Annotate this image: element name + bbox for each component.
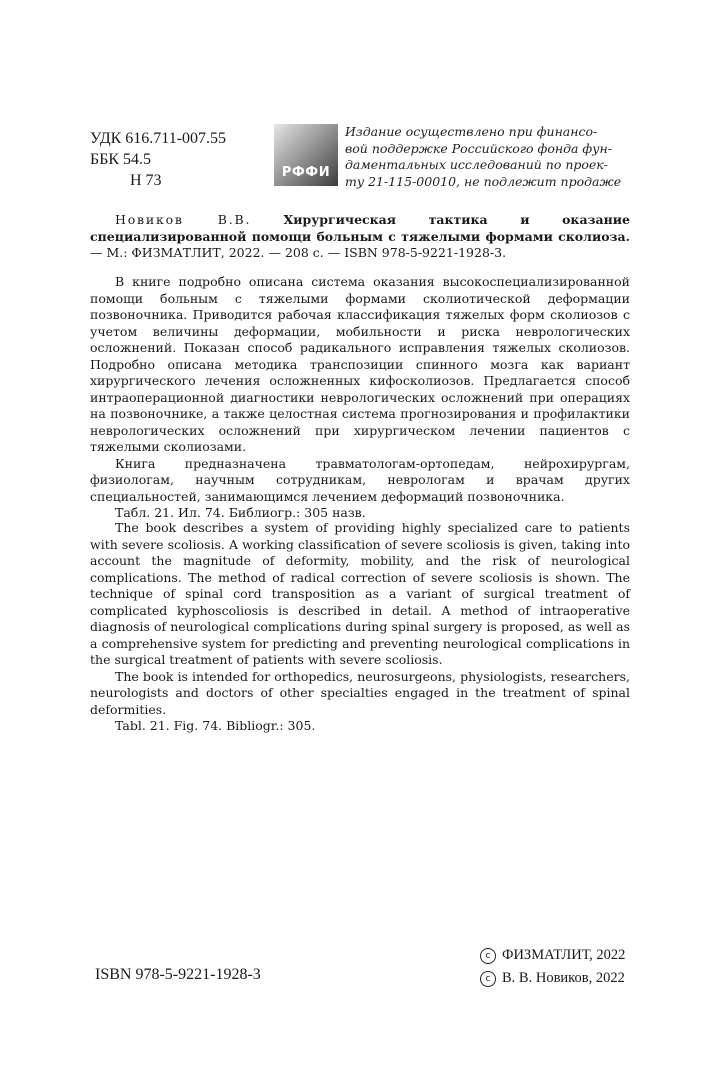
abstract-stats: Табл. 21. Ил. 74. Библиогр.: 305 назв. — [115, 505, 366, 520]
funding-notice — [345, 124, 631, 190]
rffi-logo — [274, 124, 338, 186]
funding-notice-line: вой поддержке Российского фонда фун- — [345, 140, 612, 156]
abstract-stats: Tabl. 21. Fig. 74. Bibliogr.: 305. — [115, 718, 316, 733]
udk-code: УДК 616.711-007.55 — [90, 130, 227, 147]
abstract-english — [90, 520, 630, 735]
copyright-block — [480, 944, 625, 990]
abstract-paragraph: Книга предназначена травматологам-ортопедам, нейрохирургам, физиологам, научным сотрудникам, неврологам и врачам других специальностей, занимающимся лечением деформаций позвоночника. — [90, 455, 630, 504]
classification-codes — [90, 128, 226, 191]
author-mark: Н 73 — [130, 172, 162, 189]
abstract-paragraph: The book describes a system of providing highly specialized care to patients with severe scoliosis. A working classification of severe scoliosis is given, taking into account the magnitude of deformity, mobility, and the risk of neurological complications. The method of radical correction of severe scoliosis is shown. The technique of spinal cord transposition as a variant of surgical treatment of complicated kyphoscoliosis is described in detail. A method of intraoperative diagnosis of neurological complications during spinal surgery is proposed, as well as a comprehensive system for predicting and preventing neurological complications in the surgical treatment of patients with severe scoliosis. — [90, 520, 630, 667]
abstract-paragraph: В книге подробно описана система оказания высокоспециализированной помощи больным с тяжелыми формами сколиотической деформации позвоночника. Приводится рабочая классификация тяжелых форм сколиозов с учетом величины деформации, мобильности и риска неврологических осложнений. Показан способ радикального исправления тяжелых сколиозов. Подробно описана методика транспозиции спинного мозга как вариант хирургического лечения осложненных кифосколиозов. Предлагается способ интраоперационной диагностики неврологических осложнений при операциях на позвоночнике, а также целостная система прогнозирования и профилактики неврологических осложнений при хирургическом лечении пациентов с тяжелыми сколиозами. — [90, 274, 630, 454]
reference-details: — М.: ФИЗМАТЛИТ, 2022. — 208 с. — ISBN 978-5-9221-1928-3. — [90, 245, 507, 260]
funding-notice-line: ту 21-115-00010, не подлежит продаже — [345, 173, 622, 189]
copyright-author-line — [480, 967, 625, 990]
funding-notice-line: Издание осуществлено при финансо- — [345, 124, 598, 139]
bbk-code: ББК 54.5 — [90, 151, 152, 168]
funding-notice-line: даментальных исследований по проек- — [345, 157, 608, 172]
reference-author: Новиков В.В. — [115, 212, 252, 227]
reference-title: Хирургическая тактика и оказание специализированной помощи больным с тяжелыми формами сколиоза. — [90, 212, 631, 244]
copyright-publisher: ФИЗМАТЛИТ, 2022 — [502, 947, 626, 963]
rffi-logo-text: РФФИ — [281, 165, 331, 180]
copyright-author: В. В. Новиков, 2022 — [502, 970, 625, 986]
copyright-publisher-line — [480, 944, 625, 967]
copyright-icon: c — [480, 971, 496, 987]
abstract-paragraph: The book is intended for orthopedics, neurosurgeons, physiologists, researchers, neurologists and doctors of other specialties engaged in the treatment of spinal deformities. — [90, 668, 630, 717]
abstract-russian — [90, 274, 630, 522]
copyright-icon: c — [480, 948, 496, 964]
isbn: ISBN 978-5-9221-1928-3 — [95, 966, 261, 983]
bibliographic-reference — [90, 212, 630, 262]
